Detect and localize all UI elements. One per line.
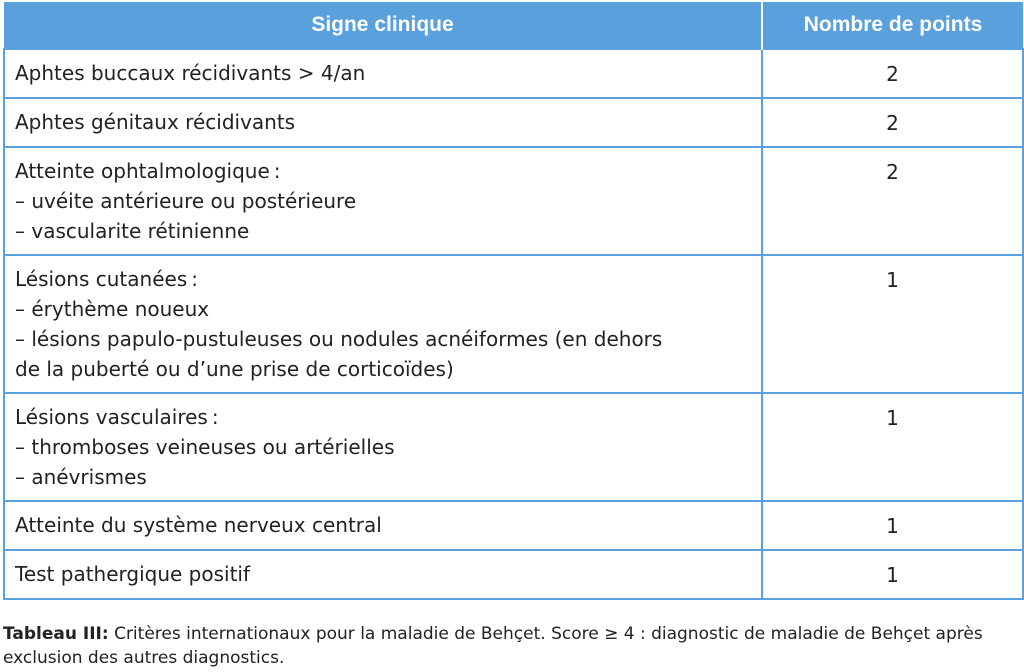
header-points: Nombre de points xyxy=(762,2,1023,49)
criterion-line: – vascularite rétinienne xyxy=(15,219,250,243)
criterion-line: – érythème noueux xyxy=(15,297,210,321)
criterion-line: Lésions cutanées : xyxy=(15,267,198,291)
table-row xyxy=(4,393,1023,501)
table-row xyxy=(4,255,1023,393)
criterion-line: Aphtes buccaux récidivants > 4/an xyxy=(15,61,366,85)
points-cell: 1 xyxy=(762,501,1023,550)
points-cell: 2 xyxy=(762,49,1023,98)
table-row xyxy=(4,98,1023,147)
points-cell: 1 xyxy=(762,550,1023,599)
points-cell: 1 xyxy=(762,255,1023,393)
criterion-cell xyxy=(4,550,762,599)
criterion-cell xyxy=(4,501,762,550)
criterion-line: Test pathergique positif xyxy=(15,562,251,586)
criterion-line: Lésions vasculaires : xyxy=(15,405,219,429)
table-caption xyxy=(3,622,1022,670)
criterion-line: – lésions papulo-pustuleuses ou nodules acnéiformes (en dehors xyxy=(15,327,663,351)
table-header-row xyxy=(4,2,1023,49)
table-row xyxy=(4,147,1023,255)
table-body xyxy=(4,49,1023,599)
points-cell: 1 xyxy=(762,393,1023,501)
behcet-criteria-table xyxy=(3,2,1024,600)
criterion-cell xyxy=(4,49,762,98)
points-cell: 2 xyxy=(762,147,1023,255)
caption-label: Tableau III: xyxy=(3,624,109,644)
criterion-line: Atteinte du système nerveux central xyxy=(15,513,382,537)
caption-text: Critères internationaux pour la maladie de Behçet. Score ≥ 4 : diagnostic de maladie de Behçet après exclusion des autres diagnostics. xyxy=(3,624,983,668)
criterion-line: Atteinte ophtalmologique : xyxy=(15,159,281,183)
points-cell: 2 xyxy=(762,98,1023,147)
header-criterion: Signe clinique xyxy=(4,2,762,49)
criterion-line: de la puberté ou d’une prise de corticoïdes) xyxy=(15,357,454,381)
criterion-cell xyxy=(4,147,762,255)
criteria-table-container xyxy=(3,2,1022,600)
criterion-cell xyxy=(4,393,762,501)
criterion-cell xyxy=(4,98,762,147)
criterion-line: – uvéite antérieure ou postérieure xyxy=(15,189,357,213)
table-row xyxy=(4,49,1023,98)
table-row xyxy=(4,550,1023,599)
table-row xyxy=(4,501,1023,550)
criterion-line: Aphtes génitaux récidivants xyxy=(15,110,296,134)
criterion-line: – thromboses veineuses ou artérielles xyxy=(15,435,395,459)
criterion-line: – anévrismes xyxy=(15,465,147,489)
criterion-cell xyxy=(4,255,762,393)
